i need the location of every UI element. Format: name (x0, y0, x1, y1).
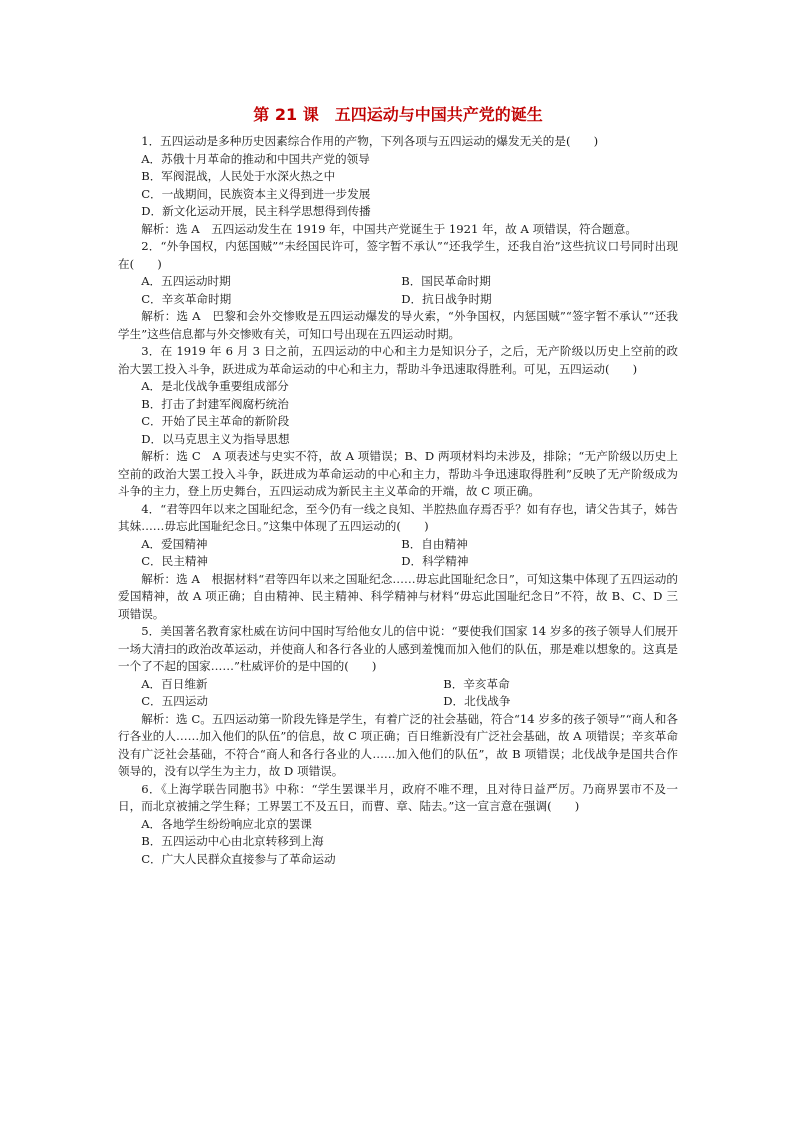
question-6 (118, 781, 678, 869)
analysis: 解析：选 A 五四运动发生在 1919 年，中国共产党诞生于 1921 年，故 A 项错误，符合题意。 (141, 221, 637, 236)
document-page (118, 103, 678, 868)
option-a: A．百日维新 (141, 676, 208, 691)
option-b: B．国民革命时期 (401, 274, 491, 288)
option-c: C．一战期间，民族资本主义得到进一步发展 (141, 186, 371, 201)
option-c: C．五四运动 (141, 694, 209, 708)
option-row (118, 273, 678, 291)
question-stem: 6．《上海学联告同胞书》中称：“学生罢课半月，政府不唯不理，且对待日益严厉。乃商界罢市不及一日，而北京被捕之学生释；工界罢工不及五日，而曹、章、陆去。”这一宣言意在强调( ) (118, 781, 678, 813)
option-d: D．科学精神 (401, 554, 469, 568)
option-b: B．军阀混战，人民处于水深火热之中 (141, 169, 336, 183)
option-a: A．是北伐战争重要组成部分 (141, 379, 289, 393)
analysis: 解析：选 A 巴黎和会外交惨败是五四运动爆发的导火索，“外争国权，内惩国贼”“签字暂不承认”“还我学生”这些信息都与外交惨败有关，可知口号出现在五四运动时期。 (118, 309, 678, 341)
option-c: C．民主精神 (141, 554, 209, 568)
question-stem: 1．五四运动是多种历史因素综合作用的产物，下列各项与五四运动的爆发无关的是( ) (141, 134, 599, 148)
option-d: D．抗日战争时期 (401, 291, 492, 306)
option-c: C．辛亥革命时期 (141, 291, 232, 306)
analysis: 解析：选 A 根据材料“君等四年以来之国耻纪念……毋忘此国耻纪念日”，可知这集中体现了五四运动的爱国精神，故 A 项正确；自由精神、民主精神、科学精神与材料“毋忘此国耻纪念日”不符，故 B、C、D 三项错误。 (118, 571, 678, 621)
option-b: B．打击了封建军阀腐朽统治 (141, 396, 289, 411)
option-b: B．自由精神 (401, 536, 468, 551)
option-c: C．广大人民群众直接参与了革命运动 (141, 851, 336, 866)
option-row (118, 536, 678, 554)
question-stem: 4．“君等四年以来之国耻纪念，至今仍有一线之良知、半腔热血存焉否乎？如有存也，请父告其子，姊告其妹……毋忘此国耻纪念日。”这集中体现了五四运动的( ) (118, 501, 678, 533)
question-2 (118, 238, 678, 343)
option-b: B．辛亥革命 (443, 676, 510, 691)
option-a: A．五四运动时期 (141, 274, 231, 288)
option-row (118, 553, 678, 571)
lesson-title: 第 21 课 五四运动与中国共产党的诞生 (253, 105, 543, 124)
question-stem: 3．在 1919 年 6 月 3 日之前，五四运动的中心和主力是知识分子，之后，无产阶级以历史上空前的政治大罢工投入斗争，跃进成为革命运动的中心和主力，帮助斗争迅速取得胜利。可见，五四运动( ) (118, 344, 678, 376)
question-3 (118, 343, 678, 501)
option-c: C．开始了民主革命的新阶段 (141, 414, 290, 428)
option-d: D．北伐战争 (443, 694, 511, 708)
option-row (118, 291, 678, 309)
option-a: A．苏俄十月革命的推动和中国共产党的领导 (141, 151, 370, 166)
question-5 (118, 623, 678, 781)
option-d: D．以马克思主义为指导思想 (141, 431, 290, 446)
option-a: A．各地学生纷纷响应北京的罢课 (141, 816, 312, 831)
analysis: 解析：选 C A 项表述与史实不符，故 A 项错误；B、D 两项材料均未涉及，排除；“无产阶级以历史上空前的政治大罢工投入斗争，跃进成为革命运动的中心和主力，帮助斗争迅速取得胜利”反映了无产阶级成为斗争的主力，登上历史舞台，五四运动成为新民主主义革命的开端，故 C 项正确。 (118, 449, 678, 498)
question-1 (118, 133, 678, 238)
option-row (118, 693, 678, 711)
option-a: A．爱国精神 (141, 536, 208, 551)
question-stem: 5．美国著名教育家杜威在访问中国时写给他女儿的信中说：“要使我们国家 14 岁多的孩子领导人们展开一场大清扫的政治改革运动，并使商人和各行各业的人感到羞愧而加入他们的队伍，那是难以想象的。这真是一个了不起的国家……”杜威评价的是中国的( ) (118, 624, 678, 673)
question-4 (118, 501, 678, 624)
question-stem: 2．“外争国权，内惩国贼”“未经国民许可，签字暂不承认”“还我学生，还我自治”这些抗议口号同时出现在( ) (118, 239, 678, 271)
analysis: 解析：选 C。五四运动第一阶段先锋是学生，有着广泛的社会基础，符合“14 岁多的孩子领导”“商人和各行各业的人……加入他们的队伍”的信息，故 C 项正确；百日维新没有广泛社会基础，故 A 项错误；辛亥革命没有广泛社会基础，不符合“商人和各行各业的人……加入他们的队伍”，故 B 项错误；北伐战争是国共合作领导的，没有以学生为主力，故 D 项错误。 (118, 711, 678, 778)
option-b: B．五四运动中心由北京转移到上海 (141, 834, 324, 848)
option-d: D．新文化运动开展，民主科学思想得到传播 (141, 204, 371, 218)
option-row (118, 676, 678, 694)
